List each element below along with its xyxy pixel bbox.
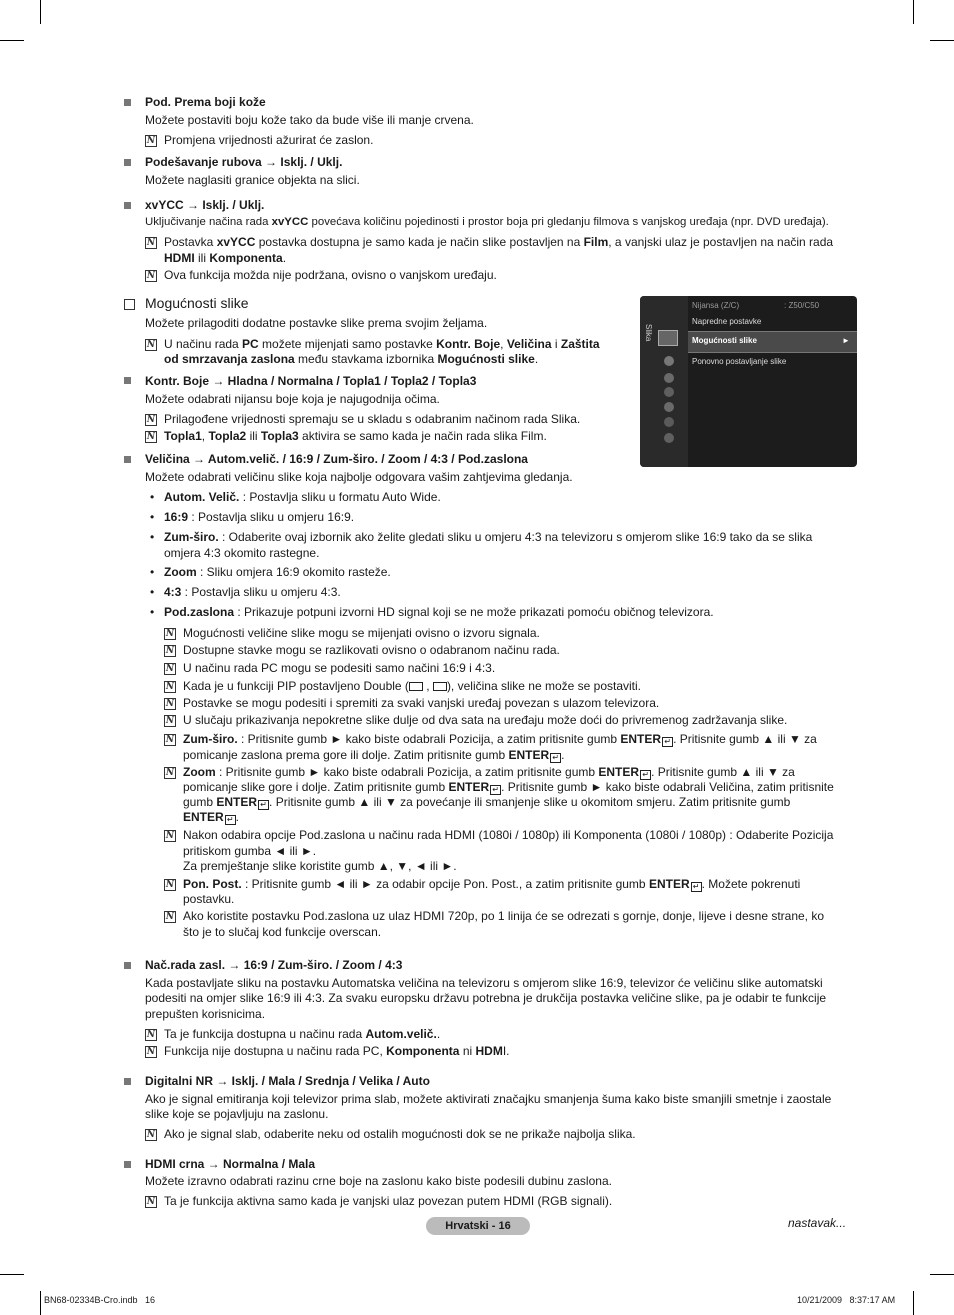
note-text: Postavke se mogu podesiti i spremiti za svaki vanjski uređaj povezan s ulazom televizora. — [183, 696, 660, 710]
note-icon: N — [165, 629, 175, 639]
text: : Postavlja sliku u formatu Auto Wide. — [239, 490, 441, 504]
section-desc: Kada postavljate sliku na postavku Automatska veličina na televizoru s omjerom slike 16:9, televizor će veličinu slike automatski — [145, 976, 823, 990]
text: ENTER — [448, 780, 490, 794]
text: U načinu rada — [164, 337, 243, 351]
text: aktivira se samo kada je način rada slika Film. — [298, 429, 547, 443]
section-desc: Možete postaviti boju kože tako da bude više ili manje crvena. — [145, 113, 474, 127]
note-text — [164, 235, 833, 251]
note-icon: N — [165, 699, 175, 709]
note-text — [183, 748, 565, 764]
text: ENTER — [508, 748, 550, 762]
note-text: U načinu rada PC mogu se podesiti samo načini 16:9 i 4:3. — [183, 661, 496, 675]
enter-icon: ↵ — [258, 800, 269, 810]
input-icon — [664, 402, 674, 412]
text: HDMI — [164, 251, 195, 265]
pip-double-icon — [409, 682, 423, 691]
note-icon: N — [146, 340, 156, 350]
text: od smrzavanja zaslona — [164, 352, 295, 366]
text: Ta je funkcija dostupna u načinu rada — [164, 1027, 366, 1041]
note-text — [183, 732, 817, 748]
text: I. — [502, 1044, 510, 1058]
section-title: HDMI crna → Normalna / Mala — [145, 1157, 316, 1171]
note-text — [164, 352, 538, 368]
section-title: Nač.rada zasl. → 16:9 / Zum-širo. / Zoom / 4:3 — [145, 958, 403, 972]
application-icon — [664, 417, 674, 427]
section-desc: slike koje se pojavljuju na zaslonu. — [145, 1107, 329, 1121]
text: ENTER — [598, 765, 640, 779]
crop-mark — [913, 0, 914, 24]
section-heading: Mogućnosti slike — [145, 295, 249, 311]
section-desc: Možete prilagoditi dodatne postavke slike prema svojim željama. — [145, 316, 488, 330]
note-icon: N — [165, 682, 175, 692]
crop-mark — [0, 40, 24, 41]
text: Funkcija nije dostupna u načinu rada PC, — [164, 1044, 387, 1058]
note-text — [164, 251, 286, 267]
page-number: Hrvatski - 16 — [426, 1217, 530, 1235]
text: ENTER — [183, 810, 224, 824]
note-text: Promjena vrijednosti ažurirat će zaslon. — [164, 133, 374, 147]
bullet-dot: • — [150, 605, 155, 619]
bullet-square — [124, 159, 131, 166]
setup-icon — [664, 387, 674, 397]
section-desc: Možete odabrati nijansu boje koja je najugodnija očima. — [145, 392, 440, 406]
bullet-dot: • — [150, 490, 155, 504]
text: Zaštita — [560, 337, 600, 351]
section-desc: Možete izravno odabrati razinu crne boje na zaslonu kako biste podesili dubinu zaslona. — [145, 1174, 612, 1188]
crop-mark — [913, 1291, 914, 1315]
note-text — [183, 810, 239, 826]
text: Topla3 — [260, 429, 299, 443]
note-icon: N — [165, 716, 175, 726]
list-item — [164, 490, 441, 506]
tv-row-value: : Z50/C50 — [784, 301, 820, 310]
list-item — [164, 530, 834, 561]
note-text: U slučaju prikazivanja nepokretne slike dulje od dva sata na uređaju može doći do privremenog zadržavanja slike. — [183, 713, 788, 727]
text: , — [422, 679, 433, 693]
text: Zoom — [183, 765, 216, 779]
note-text: Ta je funkcija aktivna samo kada je vanjski ulaz povezan putem HDMI (RGB signali). — [164, 1194, 613, 1208]
text: : Sliku omjera 16:9 okomito rasteže. — [196, 565, 391, 579]
text: , — [201, 429, 209, 443]
tv-row-label: Nijansa (Z/C) — [692, 301, 740, 310]
bullet-dot: • — [150, 565, 155, 579]
text: . Pritisnite gumb ▲ ili ▼ za — [673, 732, 817, 746]
enter-icon: ↵ — [490, 785, 501, 795]
text: ENTER — [216, 795, 258, 809]
section-desc: Možete naglasiti granice objekta na slici. — [145, 173, 360, 187]
note-text — [183, 795, 790, 811]
text: . Možete pokrenuti — [701, 877, 801, 891]
note-text: Dostupne stavke mogu se razlikovati ovisno o odabranom načinu rada. — [183, 643, 560, 657]
text: među stavkama izbornika — [294, 352, 438, 366]
bullet-square — [124, 1161, 131, 1168]
note-text — [183, 780, 834, 796]
text: , a vanjski ulaz je postavljen na način rada — [608, 235, 834, 249]
tv-row: Napredne postavke — [692, 317, 762, 326]
text: : Pritisnite gumb ► kako biste odabrali Pozicija, a zatim pritisnite gumb — [215, 765, 599, 779]
section-desc: prepušten korisnicima. — [145, 1007, 266, 1021]
note-icon: N — [165, 880, 175, 890]
note-icon: N — [146, 238, 156, 248]
text: pomicanje zaslona prema gore ili dolje. Zatim pritisnite gumb — [183, 748, 509, 762]
note-text: Za premještanje slike koristite gumb ▲, ▼, ◄ ili ►. — [183, 859, 457, 873]
text: . Pritisnite gumb ▲ ili ▼ za — [651, 765, 795, 779]
note-text — [164, 337, 600, 353]
text: ni — [459, 1044, 476, 1058]
print-date: 10/21/2009 8:37:17 AM — [797, 1295, 896, 1305]
bullet-square — [124, 1078, 131, 1085]
text: : Postavlja sliku u omjeru 16:9. — [188, 510, 355, 524]
text: . — [534, 352, 539, 366]
enter-icon: ↵ — [225, 815, 236, 825]
text: postavka dostupna je samo kada je način slike postavljen na — [255, 235, 584, 249]
bullet-square — [124, 202, 131, 209]
text: xvYCC — [216, 235, 256, 249]
note-text: Ako je signal slab, odaberite neku od ostalih mogućnosti dok se ne prikaže najbolja slika. — [164, 1127, 636, 1141]
section-title: Pod. Prema boji kože — [145, 95, 266, 109]
tv-row: Ponovno postavljanje slike — [692, 357, 787, 366]
text: Kada je u funkciji PIP postavljeno Double ( — [183, 679, 409, 693]
picture-icon — [658, 330, 678, 346]
text: Pon. Post. — [183, 877, 242, 891]
note-icon: N — [146, 1030, 156, 1040]
section-desc — [145, 215, 829, 231]
note-text: postavku. — [183, 892, 235, 906]
enter-icon: ↵ — [662, 737, 673, 747]
note-text: pritiskom gumba ◄ ili ►. — [183, 844, 317, 858]
text: HDM — [475, 1044, 503, 1058]
text: Autom. Velič. — [164, 490, 240, 504]
note-text — [164, 1027, 440, 1043]
text: ili — [194, 251, 210, 265]
text: ili — [246, 429, 261, 443]
text: Zum-širo. — [183, 732, 238, 746]
note-text: Nakon odabira opcije Pod.zaslona u načinu rada HDMI (1080i / 1080p) ili Komponenta (1080i / 1080p) : Odaberite Pozicija — [183, 828, 834, 842]
note-text: Mogućnosti veličine slike mogu se mijenjati ovisno o izvoru signala. — [183, 626, 540, 640]
text: ENTER — [648, 877, 690, 891]
arrow-right-icon: ► — [842, 336, 850, 345]
note-icon: N — [165, 735, 175, 745]
bullet-square — [124, 456, 131, 463]
section-title: Podešavanje rubova → Isklj. / Uklj. — [145, 155, 343, 169]
text: : Odaberite ovaj izbornik ako želite gledati sliku u omjeru 4:3 na televizoru s omjerom slike 16:9 tako da se slika omjera 4:3 okomito rastegne. — [164, 530, 813, 560]
bullet-square — [124, 377, 131, 384]
text: možete mijenjati samo postavke — [258, 337, 437, 351]
text: xvYCC — [271, 216, 309, 228]
text: : Pritisnite gumb ► kako biste odabrali Pozicija, a zatim pritisnite gumb — [237, 732, 621, 746]
text: : Pritisnite gumb ◄ ili ► za odabir opcije Pon. Post., a zatim pritisnite gumb — [241, 877, 649, 891]
note-icon: N — [146, 432, 156, 442]
note-text — [183, 765, 795, 781]
note-icon: N — [165, 646, 175, 656]
tv-menu-screenshot — [640, 296, 857, 467]
enter-icon: ↵ — [550, 753, 561, 763]
text: Veličina — [506, 337, 552, 351]
text: , — [500, 337, 507, 351]
note-text — [164, 429, 547, 445]
section-title: Digitalni NR → Isklj. / Mala / Srednja / Velika / Auto — [145, 1074, 430, 1088]
crop-mark — [40, 0, 41, 24]
text: . — [235, 810, 240, 824]
tv-row-selected: Mogućnosti slike — [692, 336, 757, 345]
note-icon: N — [146, 1197, 156, 1207]
text: Kontr. Boje — [436, 337, 501, 351]
text: Pod.zaslona — [164, 605, 235, 619]
text: ), veličina slike ne može se postaviti. — [446, 679, 642, 693]
note-text: Ako koristite postavku Pod.zaslona uz ulaz HDMI 720p, po 1 linija će se odrezati s gornje, donje, lijeve i desne strane, ko — [183, 909, 825, 923]
note-text — [183, 877, 800, 893]
text: Postavka — [164, 235, 217, 249]
note-text — [164, 1044, 510, 1060]
note-text — [183, 679, 641, 695]
list-item — [164, 605, 714, 621]
text: povećava količinu pojedinosti i prostor boja pri gledanju filmova s vanjskog uređaja (npr. DVD uređaja). — [308, 216, 829, 228]
text: Komponenta — [386, 1044, 460, 1058]
list-item — [164, 565, 391, 581]
checkbox-icon — [124, 299, 135, 310]
text: Uključivanje načina rada — [145, 216, 272, 228]
text: : Postavlja sliku u omjeru 4:3. — [181, 585, 341, 599]
text: PC — [242, 337, 259, 351]
text: Autom.velič. — [365, 1027, 437, 1041]
note-icon: N — [165, 912, 175, 922]
enter-icon: ↵ — [640, 770, 651, 780]
crop-mark — [930, 40, 954, 41]
note-icon: N — [165, 831, 175, 841]
note-text: Prilagođene vrijednosti spremaju se u skladu s odabranim načinom rada Slika. — [164, 412, 581, 426]
text: Zoom — [164, 565, 197, 579]
bullet-dot: • — [150, 530, 155, 544]
text: 4:3 — [164, 585, 182, 599]
text: Komponenta — [209, 251, 283, 265]
text: Film — [583, 235, 609, 249]
text: : Prikazuje potpuni izvorni HD signal koji se ne može prikazati pomoću običnog televizora. — [234, 605, 714, 619]
file-info: BN68-02334B-Cro.indb 16 — [44, 1295, 156, 1305]
note-icon: N — [146, 415, 156, 425]
note-icon: N — [165, 664, 175, 674]
channel-icon — [664, 373, 674, 383]
text: Topla1 — [164, 429, 202, 443]
section-desc: podesiti na omjer slike 16:9 ili 4:3. Za svaku europsku državu potrebna je drukčija postavka veličine slike, pa je odabir te funkcije — [145, 991, 827, 1005]
tv-sidebar — [640, 296, 688, 467]
crop-mark — [40, 1291, 41, 1315]
note-text: što je to slučaj kod funkcije overscan. — [183, 925, 382, 939]
section-desc: Ako je signal emitiranja koji televizor prima slab, možete aktivirati značajku smanjenja šuma kako biste smanjili smetnje i zaostale — [145, 1092, 832, 1106]
list-item — [164, 510, 354, 526]
text: ENTER — [620, 732, 662, 746]
section-title: xvYCC → Isklj. / Uklj. — [145, 198, 265, 212]
note-icon: N — [146, 271, 156, 281]
enter-icon: ↵ — [691, 882, 702, 892]
text: gumb — [183, 795, 217, 809]
crop-mark — [0, 1274, 24, 1275]
list-item — [164, 585, 341, 601]
section-desc: Možete odabrati veličinu slike koja najbolje odgovara vašim zahtjevima gledanja. — [145, 470, 573, 484]
pip-double-icon — [433, 682, 447, 691]
note-text: Ova funkcija možda nije podržana, ovisno o vanjskom uređaju. — [164, 268, 497, 282]
sound-icon — [664, 356, 674, 366]
note-icon: N — [146, 1130, 156, 1140]
bullet-dot: • — [150, 585, 155, 599]
bullet-dot: • — [150, 510, 155, 524]
text: . — [561, 748, 565, 762]
tv-side-label: Slika — [644, 324, 653, 342]
note-icon: N — [146, 1047, 156, 1057]
continued-label: nastavak... — [788, 1216, 847, 1230]
bullet-square — [124, 962, 131, 969]
text: . — [436, 1027, 441, 1041]
support-icon — [664, 433, 674, 443]
section-title: Kontr. Boje → Hladna / Normalna / Topla1 / Topla2 / Topla3 — [145, 374, 477, 388]
text: 16:9 — [164, 510, 189, 524]
text: Topla2 — [208, 429, 247, 443]
text: . — [282, 251, 287, 265]
note-icon: N — [165, 768, 175, 778]
text: . Pritisnite gumb ► kako biste odabrali Veličina, zatim pritisnite — [501, 780, 834, 794]
text: Mogućnosti slike — [437, 352, 535, 366]
note-icon: N — [146, 136, 156, 146]
section-title: Veličina → Autom.velič. / 16:9 / Zum-širo. / Zoom / 4:3 / Pod.zaslona — [145, 452, 528, 466]
text: i — [551, 337, 561, 351]
crop-mark — [930, 1274, 954, 1275]
text: pomicanje slike gore i dolje. Zatim pritisnite gumb — [183, 780, 449, 794]
text: . Pritisnite gumb ▲ ili ▼ za povećanje ili smanjenje slike u okomitom smjeru. Zatim pritisnite gumb — [269, 795, 791, 809]
bullet-square — [124, 99, 131, 106]
text: Zum-širo. — [164, 530, 219, 544]
